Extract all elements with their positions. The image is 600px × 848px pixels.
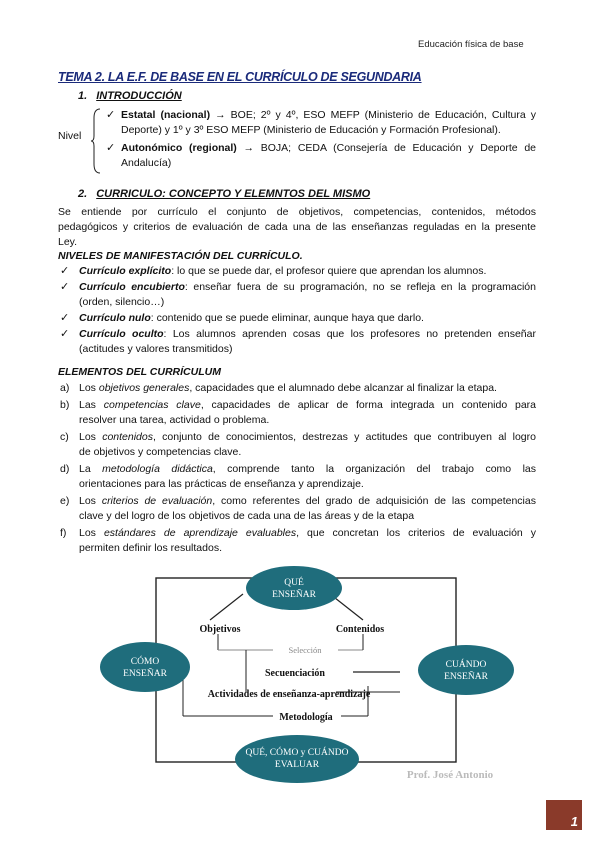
que-line1: QUÉ: [284, 578, 304, 588]
page-title: TEMA 2. LA E.F. DE BASE EN EL CURRÍCULO DE SEGUNDARIA: [58, 70, 422, 84]
curriculo-definition: [58, 205, 536, 250]
list-item: [60, 327, 536, 357]
list-item-text: , como referentes del grado de adquisición de las competencias: [212, 495, 536, 507]
actividades-label: Actividades de enseñanza-aprendizaje: [207, 689, 371, 700]
curriculum-diagram: [98, 566, 518, 788]
como-line2: ENSEÑAR: [123, 669, 167, 679]
brace-icon: [91, 108, 101, 174]
list-item: [60, 526, 536, 556]
list-item-text: : contenido que se puede eliminar, aunque haya que darlo.: [150, 312, 424, 324]
contenidos-label: Contenidos: [335, 624, 385, 635]
nivel-item-text: BOJA; CEDA (Consejería de Educación y Deporte de: [254, 142, 536, 154]
secuenciacion-label: Secuenciación: [265, 668, 325, 679]
author-watermark: Prof. José Antonio: [406, 769, 494, 781]
list-item-letter: b): [60, 399, 70, 411]
evaluar-ellipse: [235, 735, 359, 783]
arrow-icon: →: [243, 142, 255, 154]
nivel-label: Nivel: [58, 130, 82, 142]
nivel-item-estatal: [106, 108, 536, 138]
check-icon: ✓: [106, 109, 116, 121]
section-1-title: INTRODUCCIÓN: [96, 90, 182, 102]
list-item-pre: Los: [79, 527, 104, 539]
list-item-text-cont: resolver una tarea, actividad o problema.: [79, 414, 270, 426]
list-item-term: criterios de evaluación: [101, 495, 213, 507]
list-item-text-cont: clave y del logro de los objetivos de cada una de las áreas y de la etapa: [79, 510, 415, 522]
nivel-item-text-cont: Deporte) y 1º y 3º ESO MEFP (Ministerio de Educación y Formación Profesional).: [121, 124, 501, 136]
list-item-letter: f): [60, 527, 67, 539]
list-item-text: : lo que se puede dar, el profesor quiere que aprendan los alumnos.: [171, 265, 487, 277]
list-item-term: Currículo oculto: [79, 328, 164, 340]
como-ensenar-ellipse: [100, 642, 190, 692]
list-item: [60, 311, 536, 326]
list-item-term: Currículo encubierto: [79, 281, 185, 293]
list-item: [60, 462, 536, 492]
section-2-title: CURRICULO: CONCEPTO Y ELEMNTOS DEL MISMO: [96, 188, 371, 200]
check-icon: ✓: [60, 312, 70, 324]
list-item-text: , conjunto de conocimientos, destrezas y actitudes que contribuyen al logro: [152, 431, 536, 443]
list-item-term: competencias clave: [103, 399, 201, 411]
section-2-number: 2.: [78, 188, 88, 200]
objetivos-label: Objetivos: [199, 624, 241, 635]
list-item-letter: d): [60, 463, 70, 475]
list-item-text-cont: (actitudes y valores transmitidos): [79, 343, 233, 355]
section-1-number: 1.: [78, 90, 88, 102]
evaluar-line2: EVALUAR: [274, 760, 320, 770]
list-item: [60, 381, 536, 396]
nivel-item-text: BOE; 2º y 4º, ESO MEFP (Ministerio de Educación, Cultura y: [225, 109, 536, 121]
list-item-text-cont: permiten definir los resultados.: [79, 542, 222, 554]
nivel-item-text-cont: Andalucía): [121, 157, 172, 169]
section-1-heading: [78, 90, 182, 102]
list-item-text: , que concretan los criterios de evaluación y: [296, 527, 536, 539]
section-2-heading: [78, 188, 370, 200]
cuando-ensenar-ellipse: [418, 645, 514, 695]
list-item-text: , capacidades de aplicar de forma integrada un contenido para: [200, 399, 536, 411]
evaluar-line1: QUÉ, CÓMO y CUÁNDO: [245, 748, 349, 758]
list-item-letter: a): [60, 382, 70, 394]
list-item-term: contenidos: [102, 431, 153, 443]
seleccion-label: Selección: [288, 645, 322, 655]
list-item-term: Currículo nulo: [79, 312, 151, 324]
list-item-term: metodología didáctica: [102, 463, 213, 475]
list-item: [60, 430, 536, 460]
page-number-badge: 1: [546, 800, 582, 830]
running-header: Educación física de base: [418, 39, 524, 50]
list-item-pre: Los: [79, 495, 102, 507]
nivel-item-autonomico: [106, 141, 536, 171]
list-item: [60, 494, 536, 524]
list-item-pre: Los: [79, 382, 99, 394]
list-item-letter: c): [60, 431, 69, 443]
elementos-heading: ELEMENTOS DEL CURRÍCULUM: [58, 366, 221, 378]
niveles-list: [60, 264, 536, 357]
arrow-icon: →: [215, 109, 226, 121]
list-item-pre: La: [79, 463, 103, 475]
check-icon: ✓: [60, 281, 70, 293]
check-icon: ✓: [60, 265, 70, 277]
que-ensenar-ellipse: [246, 566, 342, 610]
list-item-text: , comprende tanto la organización del trabajo como las: [212, 463, 536, 475]
cuando-line1: CUÁNDO: [445, 660, 487, 670]
list-item-text-cont: (orden, silencio…): [79, 296, 165, 308]
list-item: [60, 398, 536, 428]
definition-line: Ley.: [58, 236, 78, 248]
list-item-text-cont: orientaciones para las prácticas de enseñanza y aprendizaje.: [79, 478, 364, 490]
nivel-item-lead: Estatal (nacional): [121, 109, 211, 121]
niveles-heading: NIVELES DE MANIFESTACIÓN DEL CURRÍCULO.: [58, 250, 303, 262]
que-line2: ENSEÑAR: [272, 590, 316, 600]
metodologia-label: Metodología: [279, 712, 333, 723]
list-item-term: objetivos generales: [98, 382, 190, 394]
list-item-text-cont: de objetivos y competencias clave.: [79, 446, 242, 458]
list-item-text: : enseñar fuera de su programación, no se refleja en la programación: [184, 281, 536, 293]
definition-line: Se entiende por currículo el conjunto de objetivos, competencias, contenidos, métodos: [58, 206, 536, 218]
connector-line: [210, 594, 243, 620]
check-icon: ✓: [106, 142, 116, 154]
list-item: [60, 264, 536, 279]
list-item-pre: Los: [79, 431, 103, 443]
list-item-text: , capacidades que el alumnado debe alcanzar al finalizar la etapa.: [189, 382, 497, 394]
list-item-term: Currículo explícito: [79, 265, 172, 277]
como-line1: CÓMO: [130, 657, 160, 667]
list-item: [60, 280, 536, 310]
elementos-list: [60, 381, 536, 556]
nivel-item-lead: Autonómico (regional): [121, 142, 237, 154]
cuando-line2: ENSEÑAR: [444, 672, 488, 682]
definition-line: pedagógicos y criterios de evaluación de cada una de las enseñanzas reguladas en la presente: [58, 221, 536, 233]
list-item-letter: e): [60, 495, 70, 507]
list-item-term: estándares de aprendizaje evaluables: [103, 527, 297, 539]
list-item-text: : Los alumnos aprenden cosas que los profesores no pretenden enseñar: [163, 328, 536, 340]
list-item-pre: Las: [79, 399, 104, 411]
check-icon: ✓: [60, 328, 70, 340]
